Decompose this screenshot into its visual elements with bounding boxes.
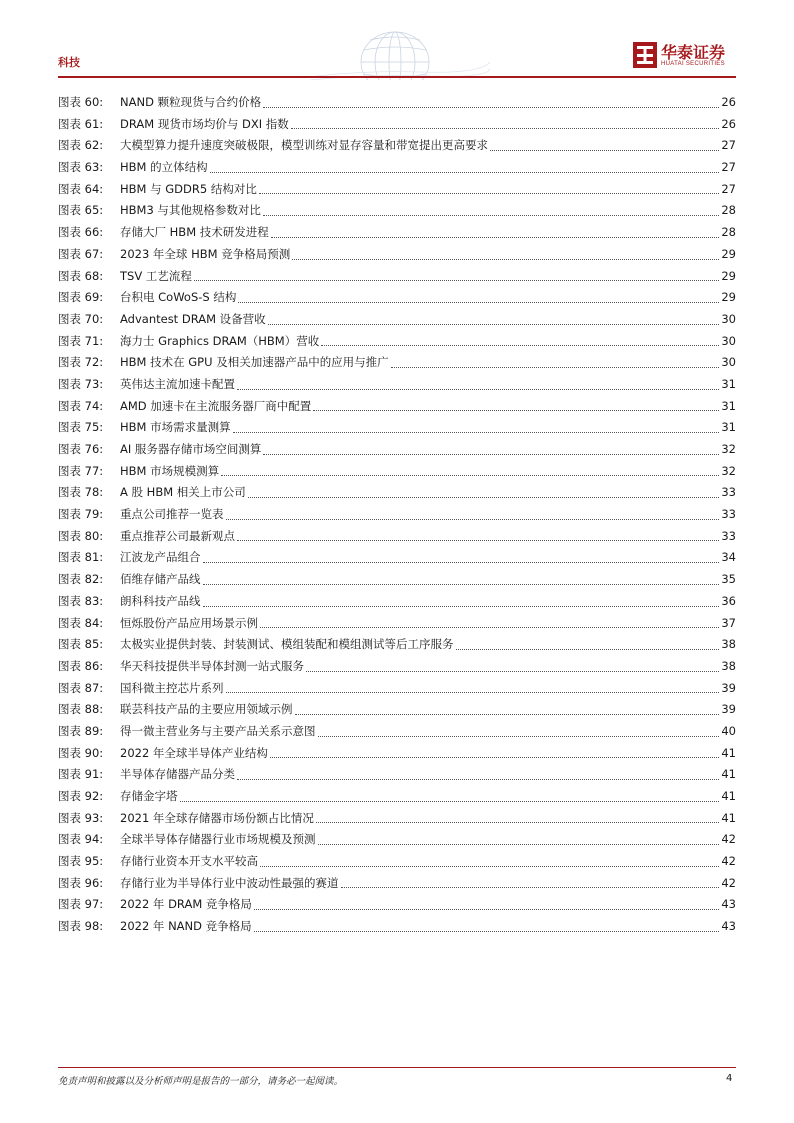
toc-entry[interactable] xyxy=(58,721,736,743)
page-number: 4 xyxy=(726,1073,733,1084)
toc-entry-title: DRAM 现货市场均价与 DXI 指数 xyxy=(120,116,289,131)
toc-entry[interactable] xyxy=(58,743,736,765)
toc-entry[interactable] xyxy=(58,396,736,418)
table-of-figures xyxy=(58,92,736,938)
toc-entry-title: 重点公司推荐一览表 xyxy=(120,507,224,522)
toc-entry-page: 41 xyxy=(721,745,736,760)
toc-entry-label: 图表 83: xyxy=(58,593,104,608)
toc-entry-title: 英伟达主流加速卡配置 xyxy=(120,376,235,391)
toc-entry[interactable] xyxy=(58,829,736,851)
toc-entry-title: 朗科科技产品线 xyxy=(120,593,201,608)
toc-entry-page: 30 xyxy=(721,333,736,348)
toc-entry-title: AI 服务器存储市场空间测算 xyxy=(120,442,262,456)
brand-name-en: HUATAI SECURITIES xyxy=(661,61,725,67)
toc-entry-label: 图表 90: xyxy=(58,745,104,760)
toc-dot-leader xyxy=(226,518,720,520)
toc-entry-page: 43 xyxy=(721,919,736,934)
toc-dot-leader xyxy=(259,192,720,194)
toc-entry-page: 38 xyxy=(721,658,736,673)
toc-entry-page: 29 xyxy=(721,290,736,305)
toc-dot-leader xyxy=(263,214,719,216)
toc-entry-label: 图表 89: xyxy=(58,723,104,738)
toc-entry-page: 35 xyxy=(721,572,736,587)
toc-entry[interactable] xyxy=(58,613,736,635)
toc-entry-label: 图表 76: xyxy=(58,442,104,456)
toc-entry-label: 图表 93: xyxy=(58,810,104,825)
toc-entry-label: 图表 73: xyxy=(58,376,104,391)
toc-entry-page: 30 xyxy=(721,311,736,326)
toc-entry[interactable] xyxy=(58,374,736,396)
toc-entry[interactable] xyxy=(58,222,736,244)
toc-entry[interactable] xyxy=(58,678,736,700)
toc-entry-label: 图表 81: xyxy=(58,550,104,565)
toc-entry-page: 29 xyxy=(721,268,736,283)
toc-entry-page: 27 xyxy=(721,181,736,196)
toc-entry-page: 33 xyxy=(721,528,736,543)
toc-dot-leader xyxy=(263,106,719,108)
toc-dot-leader xyxy=(490,149,719,151)
toc-dot-leader xyxy=(203,605,720,607)
toc-entry-label: 图表 66: xyxy=(58,225,104,240)
toc-dot-leader xyxy=(341,886,720,888)
toc-entry-page: 31 xyxy=(721,398,736,413)
toc-entry-page: 42 xyxy=(721,832,736,847)
toc-entry-page: 42 xyxy=(721,875,736,890)
toc-entry-label: 图表 62: xyxy=(58,138,104,153)
toc-entry-label: 图表 65: xyxy=(58,203,104,218)
toc-entry-title: 2022 年 DRAM 竞争格局 xyxy=(120,897,252,912)
toc-dot-leader xyxy=(180,800,720,802)
toc-dot-leader xyxy=(221,474,719,476)
page-header xyxy=(0,0,794,80)
toc-entry-title: HBM 市场需求量测算 xyxy=(120,420,231,435)
toc-entry-label: 图表 84: xyxy=(58,615,104,630)
toc-entry-label: 图表 80: xyxy=(58,528,104,543)
brand-logo xyxy=(633,40,737,74)
toc-entry-title: 恒烁股份产品应用场景示例 xyxy=(120,615,258,630)
toc-dot-leader xyxy=(210,171,720,173)
toc-dot-leader xyxy=(291,127,720,129)
toc-entry[interactable] xyxy=(58,135,736,157)
toc-entry-label: 图表 71: xyxy=(58,333,104,348)
toc-entry[interactable] xyxy=(58,786,736,808)
toc-entry-title: NAND 颗粒现货与合约价格 xyxy=(120,95,262,109)
toc-entry[interactable] xyxy=(58,157,736,179)
brand-name-cn: 华泰证券 xyxy=(661,43,726,62)
toc-entry[interactable] xyxy=(58,482,736,504)
toc-dot-leader xyxy=(260,865,719,867)
toc-dot-leader xyxy=(248,496,720,498)
toc-entry[interactable] xyxy=(58,547,736,569)
toc-entry-title: 江波龙产品组合 xyxy=(120,550,201,565)
toc-entry-title: 华天科技提供半导体封测一站式服务 xyxy=(120,658,304,673)
toc-entry[interactable] xyxy=(58,200,736,222)
toc-entry-title: HBM 的立体结构 xyxy=(120,160,208,175)
toc-entry-label: 图表 92: xyxy=(58,789,104,803)
toc-dot-leader xyxy=(237,778,719,780)
toc-entry-label: 图表 74: xyxy=(58,398,104,413)
toc-dot-leader xyxy=(318,735,720,737)
toc-entry[interactable] xyxy=(58,526,736,548)
toc-entry[interactable] xyxy=(58,439,736,461)
toc-entry-title: 存储行业资本开支水平较高 xyxy=(120,854,258,869)
header-divider xyxy=(58,76,736,78)
toc-entry-title: 存储行业为半导体行业中波动性最强的赛道 xyxy=(120,875,339,890)
toc-entry[interactable] xyxy=(58,764,736,786)
brand-logo-icon xyxy=(633,42,657,68)
toc-entry-title: 2023 年全球 HBM 竞争格局预测 xyxy=(120,246,291,261)
toc-entry-title: HBM 市场规模测算 xyxy=(120,463,220,478)
toc-entry[interactable] xyxy=(58,916,736,938)
toc-entry-title: 国科微主控芯片系列 xyxy=(120,680,224,695)
toc-dot-leader xyxy=(237,539,719,541)
toc-entry-label: 图表 61: xyxy=(58,116,104,131)
toc-entry-page: 41 xyxy=(721,767,736,782)
toc-entry-page: 28 xyxy=(721,203,736,218)
toc-entry-title: 全球半导体存储器行业市场规模及预测 xyxy=(120,832,316,847)
toc-entry-title: 大模型算力提升速度突破极限，模型训练对显存容量和带宽提出更高要求 xyxy=(120,138,488,153)
toc-entry-label: 图表 60: xyxy=(58,95,104,109)
toc-entry-page: 42 xyxy=(721,854,736,869)
toc-dot-leader xyxy=(194,279,720,281)
toc-entry[interactable] xyxy=(58,417,736,439)
toc-entry-page: 27 xyxy=(721,160,736,175)
toc-dot-leader xyxy=(313,409,719,411)
toc-entry-page: 28 xyxy=(721,225,736,240)
toc-entry-page: 32 xyxy=(721,442,736,456)
toc-entry-label: 图表 78: xyxy=(58,485,104,500)
toc-entry-label: 图表 77: xyxy=(58,463,104,478)
toc-dot-leader xyxy=(292,258,719,260)
toc-entry-title: TSV 工艺流程 xyxy=(120,268,192,283)
toc-entry-page: 31 xyxy=(721,420,736,435)
toc-dot-leader xyxy=(295,713,720,715)
toc-entry-title: A 股 HBM 相关上市公司 xyxy=(120,485,246,500)
toc-dot-leader xyxy=(318,843,720,845)
toc-entry-label: 图表 98: xyxy=(58,919,104,934)
globe-watermark-icon xyxy=(300,22,490,80)
toc-entry[interactable] xyxy=(58,179,736,201)
toc-entry-page: 34 xyxy=(721,550,736,565)
toc-entry-title: 得一微主营业务与主要产品关系示意图 xyxy=(120,723,316,738)
toc-entry[interactable] xyxy=(58,309,736,331)
toc-entry-label: 图表 86: xyxy=(58,658,104,673)
toc-dot-leader xyxy=(226,691,720,693)
toc-dot-leader xyxy=(456,648,720,650)
toc-entry-label: 图表 96: xyxy=(58,875,104,890)
toc-entry-title: 海力士 Graphics DRAM（HBM）营收 xyxy=(120,333,320,348)
toc-entry-page: 32 xyxy=(721,463,736,478)
toc-entry[interactable] xyxy=(58,504,736,526)
toc-dot-leader xyxy=(237,388,719,390)
toc-entry[interactable] xyxy=(58,873,736,895)
toc-entry-label: 图表 79: xyxy=(58,507,104,522)
toc-entry-label: 图表 87: xyxy=(58,680,104,695)
footer-disclaimer: 免责声明和披露以及分析师声明是报告的一部分，请务必一起阅读。 xyxy=(58,1076,344,1087)
toc-dot-leader xyxy=(238,301,719,303)
toc-entry-page: 30 xyxy=(721,355,736,370)
toc-entry-title: 半导体存储器产品分类 xyxy=(120,767,235,782)
toc-entry-label: 图表 91: xyxy=(58,767,104,782)
toc-entry-title: 联芸科技产品的主要应用领域示例 xyxy=(120,702,293,717)
toc-entry-title: HBM 与 GDDR5 结构对比 xyxy=(120,181,257,196)
toc-dot-leader xyxy=(254,908,719,910)
toc-entry-page: 41 xyxy=(721,810,736,825)
toc-entry-page: 26 xyxy=(721,116,736,131)
toc-entry[interactable] xyxy=(58,92,736,114)
toc-entry-title: 存储金字塔 xyxy=(120,789,178,803)
toc-entry[interactable] xyxy=(58,569,736,591)
toc-entry-page: 40 xyxy=(721,723,736,738)
toc-entry[interactable] xyxy=(58,266,736,288)
toc-entry-title: AMD 加速卡在主流服务器厂商中配置 xyxy=(120,398,312,413)
toc-entry-page: 43 xyxy=(721,897,736,912)
toc-entry-page: 27 xyxy=(721,138,736,153)
toc-entry[interactable] xyxy=(58,699,736,721)
toc-entry-page: 26 xyxy=(721,95,736,109)
toc-entry-title: 存储大厂 HBM 技术研发进程 xyxy=(120,225,269,240)
toc-dot-leader xyxy=(203,561,720,563)
toc-entry[interactable] xyxy=(58,244,736,266)
toc-entry-label: 图表 95: xyxy=(58,854,104,869)
toc-dot-leader xyxy=(271,236,720,238)
toc-entry[interactable] xyxy=(58,656,736,678)
toc-entry-label: 图表 88: xyxy=(58,702,104,717)
toc-entry-page: 33 xyxy=(721,485,736,500)
toc-entry-page: 38 xyxy=(721,637,736,652)
toc-entry-label: 图表 85: xyxy=(58,637,104,652)
toc-entry-page: 36 xyxy=(721,593,736,608)
toc-entry-label: 图表 67: xyxy=(58,246,104,261)
toc-entry-title: 台积电 CoWoS-S 结构 xyxy=(120,290,237,305)
toc-entry[interactable] xyxy=(58,894,736,916)
section-label: 科技 xyxy=(58,56,80,69)
toc-dot-leader xyxy=(263,453,719,455)
toc-entry[interactable] xyxy=(58,287,736,309)
toc-dot-leader xyxy=(254,930,720,932)
toc-entry-title: 太极实业提供封装、封装测试、模组装配和模组测试等后工序服务 xyxy=(120,637,454,652)
toc-entry[interactable] xyxy=(58,461,736,483)
toc-entry-title: 2022 年 NAND 竞争格局 xyxy=(120,919,252,934)
toc-entry-label: 图表 97: xyxy=(58,897,104,912)
toc-entry-title: HBM 技术在 GPU 及相关加速器产品中的应用与推广 xyxy=(120,355,389,370)
toc-dot-leader xyxy=(306,670,719,672)
toc-entry[interactable] xyxy=(58,591,736,613)
toc-entry-page: 33 xyxy=(721,507,736,522)
toc-entry-label: 图表 68: xyxy=(58,268,104,283)
toc-entry-label: 图表 82: xyxy=(58,572,104,587)
toc-dot-leader xyxy=(268,323,720,325)
toc-entry-title: 2022 年全球半导体产业结构 xyxy=(120,745,268,760)
toc-dot-leader xyxy=(270,756,719,758)
toc-entry-label: 图表 72: xyxy=(58,355,104,370)
toc-entry-label: 图表 70: xyxy=(58,311,104,326)
toc-dot-leader xyxy=(321,344,719,346)
toc-entry-title: HBM3 与其他规格参数对比 xyxy=(120,203,261,218)
toc-entry[interactable] xyxy=(58,851,736,873)
toc-dot-leader xyxy=(233,431,720,433)
toc-entry-page: 39 xyxy=(721,680,736,695)
toc-entry-label: 图表 64: xyxy=(58,181,104,196)
toc-entry-title: 重点推荐公司最新观点 xyxy=(120,528,235,543)
toc-entry-title: 佰维存储产品线 xyxy=(120,572,201,587)
toc-dot-leader xyxy=(203,583,720,585)
toc-entry-page: 29 xyxy=(721,246,736,261)
toc-entry[interactable] xyxy=(58,808,736,830)
toc-entry-label: 图表 69: xyxy=(58,290,104,305)
toc-entry[interactable] xyxy=(58,331,736,353)
toc-entry-label: 图表 63: xyxy=(58,160,104,175)
toc-entry-title: Advantest DRAM 设备营收 xyxy=(120,311,266,326)
toc-entry-label: 图表 94: xyxy=(58,832,104,847)
toc-entry[interactable] xyxy=(58,352,736,374)
toc-entry-page: 39 xyxy=(721,702,736,717)
footer-divider xyxy=(58,1067,736,1068)
toc-entry-page: 31 xyxy=(721,376,736,391)
toc-entry-page: 37 xyxy=(721,615,736,630)
toc-entry-label: 图表 75: xyxy=(58,420,104,435)
toc-entry[interactable] xyxy=(58,114,736,136)
toc-dot-leader xyxy=(316,821,719,823)
toc-dot-leader xyxy=(391,366,720,368)
toc-entry-page: 41 xyxy=(721,789,736,803)
toc-entry[interactable] xyxy=(58,634,736,656)
toc-entry-title: 2021 年全球存储器市场份额占比情况 xyxy=(120,810,314,825)
toc-dot-leader xyxy=(260,626,719,628)
